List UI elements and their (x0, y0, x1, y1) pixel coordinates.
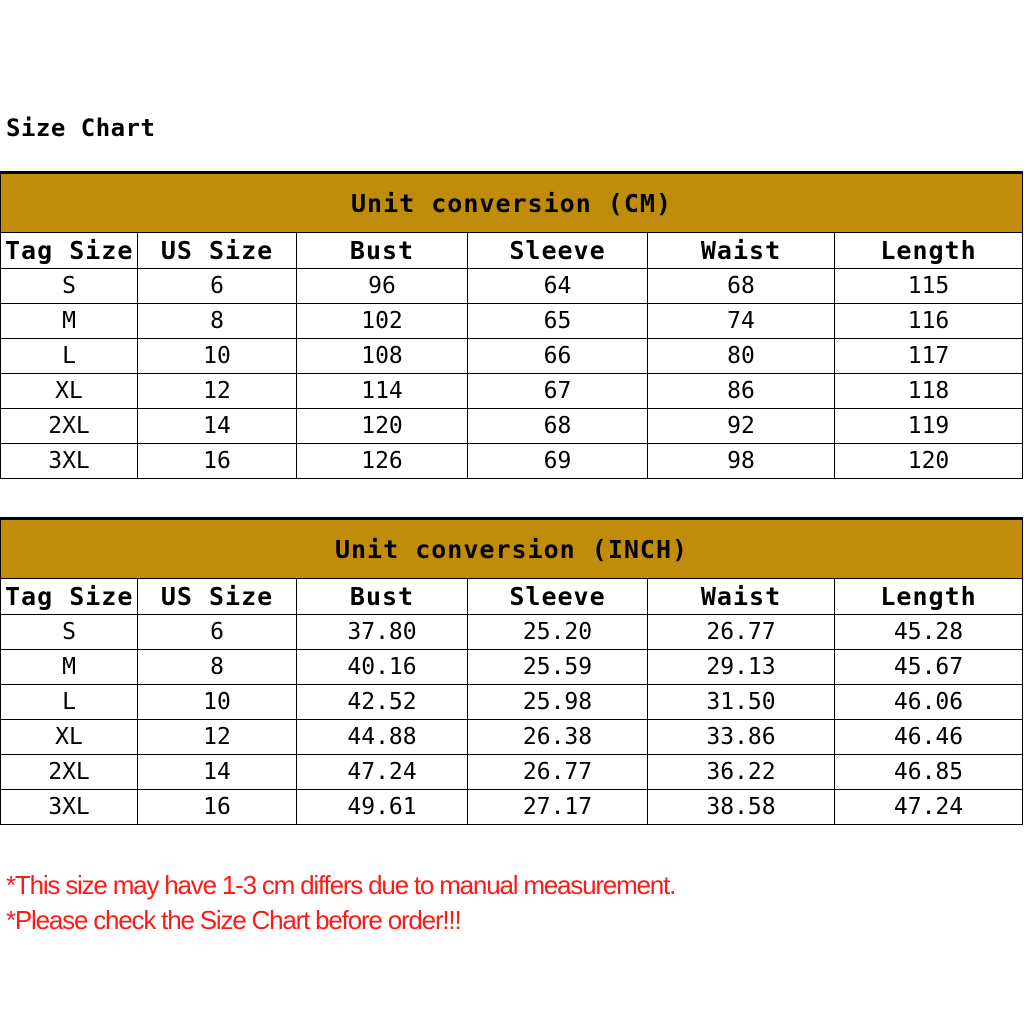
cell-waist: 98 (648, 444, 835, 479)
cell-waist: 31.50 (648, 685, 835, 720)
cell-tag-size: XL (1, 720, 138, 755)
cell-tag-size: 2XL (1, 409, 138, 444)
cell-us-size: 16 (138, 444, 297, 479)
cell-bust: 120 (297, 409, 468, 444)
cell-us-size: 8 (138, 304, 297, 339)
table-row (1, 444, 1023, 479)
cell-length: 117 (835, 339, 1023, 374)
cell-length: 47.24 (835, 790, 1023, 825)
cell-sleeve: 67 (468, 374, 648, 409)
cell-sleeve: 69 (468, 444, 648, 479)
cell-waist: 29.13 (648, 650, 835, 685)
cell-bust: 108 (297, 339, 468, 374)
table-row (1, 720, 1023, 755)
cell-sleeve: 25.20 (468, 615, 648, 650)
column-header-bust: Bust (297, 579, 468, 615)
cell-waist: 92 (648, 409, 835, 444)
cell-sleeve: 25.59 (468, 650, 648, 685)
cell-sleeve: 66 (468, 339, 648, 374)
cell-bust: 49.61 (297, 790, 468, 825)
cell-length: 45.67 (835, 650, 1023, 685)
table-row (1, 755, 1023, 790)
cell-sleeve: 26.38 (468, 720, 648, 755)
cell-length: 46.85 (835, 755, 1023, 790)
cell-tag-size: 3XL (1, 790, 138, 825)
cell-bust: 126 (297, 444, 468, 479)
table-row (1, 339, 1023, 374)
cell-bust: 96 (297, 269, 468, 304)
cell-us-size: 8 (138, 650, 297, 685)
cell-bust: 42.52 (297, 685, 468, 720)
cell-us-size: 14 (138, 409, 297, 444)
cell-waist: 68 (648, 269, 835, 304)
column-header-sleeve: Sleeve (468, 579, 648, 615)
notes (6, 868, 675, 938)
table-banner: Unit conversion (CM) (1, 173, 1023, 233)
cell-waist: 80 (648, 339, 835, 374)
size-table-cm (0, 171, 1023, 479)
cell-tag-size: XL (1, 374, 138, 409)
cell-us-size: 6 (138, 269, 297, 304)
cell-length: 46.46 (835, 720, 1023, 755)
cell-sleeve: 68 (468, 409, 648, 444)
cell-length: 120 (835, 444, 1023, 479)
cell-tag-size: M (1, 650, 138, 685)
size-table-inch (0, 517, 1023, 825)
note-measurement: *This size may have 1-3 cm differs due to manual measurement. (6, 870, 676, 900)
cell-bust: 37.80 (297, 615, 468, 650)
column-header-waist: Waist (648, 233, 835, 269)
table-banner-row (1, 173, 1023, 233)
cell-waist: 38.58 (648, 790, 835, 825)
table-header-row (1, 579, 1023, 615)
cell-sleeve: 64 (468, 269, 648, 304)
column-header-us-size: US Size (138, 233, 297, 269)
cell-tag-size: S (1, 615, 138, 650)
cell-tag-size: 3XL (1, 444, 138, 479)
cell-length: 119 (835, 409, 1023, 444)
cell-us-size: 6 (138, 615, 297, 650)
cell-us-size: 16 (138, 790, 297, 825)
cell-bust: 47.24 (297, 755, 468, 790)
table-row (1, 790, 1023, 825)
cell-bust: 102 (297, 304, 468, 339)
cell-tag-size: L (1, 339, 138, 374)
cell-sleeve: 65 (468, 304, 648, 339)
column-header-tag-size: Tag Size (1, 233, 138, 269)
page-title: Size Chart (6, 114, 156, 142)
cell-us-size: 10 (138, 685, 297, 720)
table-row (1, 374, 1023, 409)
cell-tag-size: L (1, 685, 138, 720)
cell-length: 118 (835, 374, 1023, 409)
table-row (1, 650, 1023, 685)
cell-length: 46.06 (835, 685, 1023, 720)
column-header-bust: Bust (297, 233, 468, 269)
cell-bust: 114 (297, 374, 468, 409)
cell-waist: 86 (648, 374, 835, 409)
table-row (1, 409, 1023, 444)
table-header-row (1, 233, 1023, 269)
cell-sleeve: 26.77 (468, 755, 648, 790)
cell-tag-size: 2XL (1, 755, 138, 790)
cell-length: 45.28 (835, 615, 1023, 650)
cell-us-size: 14 (138, 755, 297, 790)
cell-sleeve: 25.98 (468, 685, 648, 720)
column-header-sleeve: Sleeve (468, 233, 648, 269)
cell-us-size: 12 (138, 374, 297, 409)
cell-tag-size: M (1, 304, 138, 339)
note-check-chart: *Please check the Size Chart before order!!! (6, 905, 461, 935)
column-header-tag-size: Tag Size (1, 579, 138, 615)
table-banner-row (1, 519, 1023, 579)
cell-length: 115 (835, 269, 1023, 304)
cell-us-size: 12 (138, 720, 297, 755)
cell-length: 116 (835, 304, 1023, 339)
column-header-length: Length (835, 579, 1023, 615)
column-header-us-size: US Size (138, 579, 297, 615)
cell-waist: 74 (648, 304, 835, 339)
cell-sleeve: 27.17 (468, 790, 648, 825)
cell-waist: 33.86 (648, 720, 835, 755)
cell-bust: 44.88 (297, 720, 468, 755)
cell-waist: 36.22 (648, 755, 835, 790)
column-header-length: Length (835, 233, 1023, 269)
column-header-waist: Waist (648, 579, 835, 615)
cell-bust: 40.16 (297, 650, 468, 685)
table-row (1, 304, 1023, 339)
cell-tag-size: S (1, 269, 138, 304)
table-row (1, 269, 1023, 304)
table-row (1, 615, 1023, 650)
cell-us-size: 10 (138, 339, 297, 374)
table-row (1, 685, 1023, 720)
cell-waist: 26.77 (648, 615, 835, 650)
table-banner: Unit conversion (INCH) (1, 519, 1023, 579)
